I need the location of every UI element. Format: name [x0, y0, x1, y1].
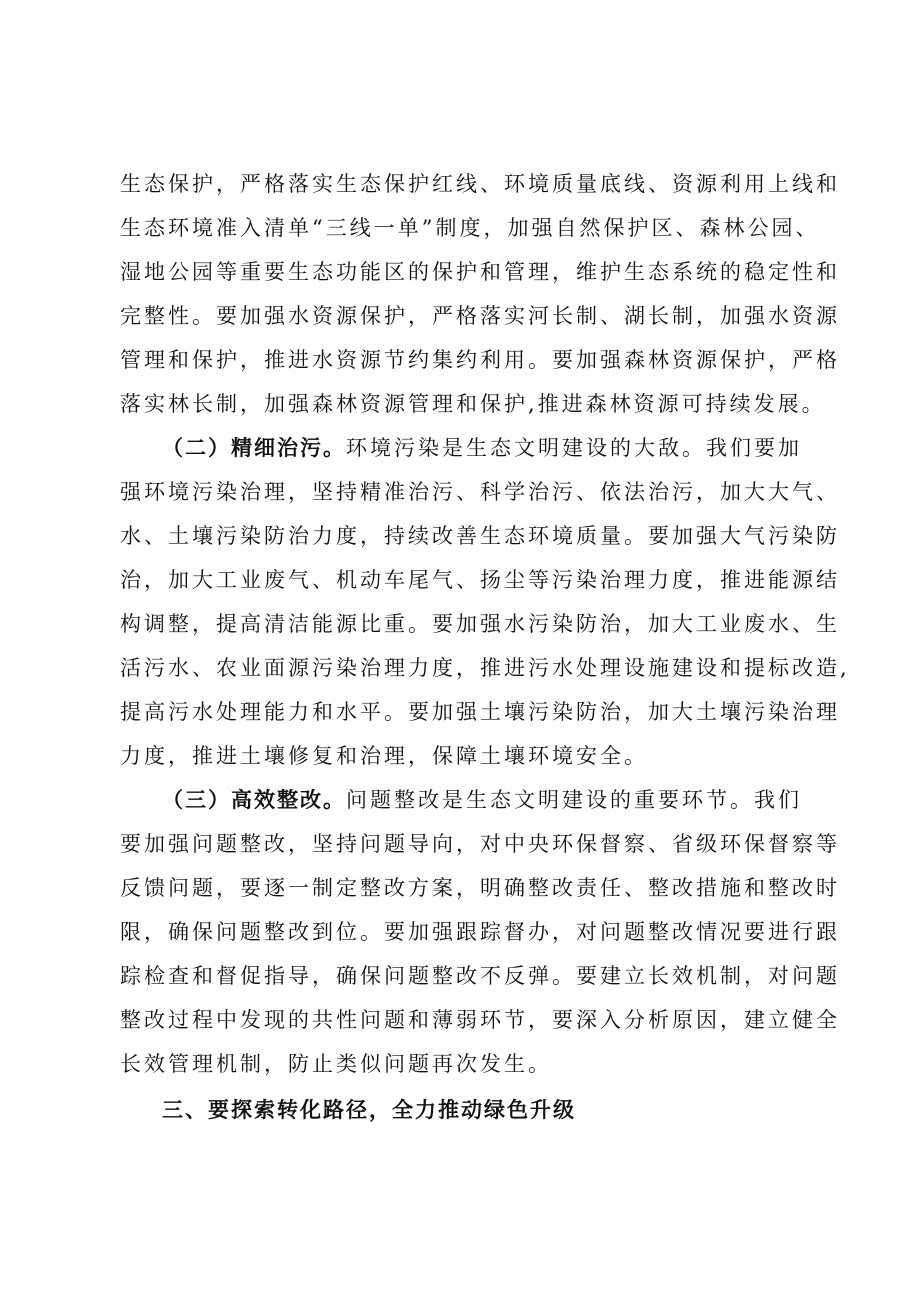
paragraph-line: 踪检查和督促指导，确保问题整改不反弹。要建立长效机制，对问题	[120, 964, 840, 988]
paragraph-line: 构调整，提高清洁能源比重。要加强水污染防治，加大工业废水、生	[120, 612, 840, 636]
paragraph-line: 管理和保护，推进水资源节约集约利用。要加强森林资源保护，严格	[120, 348, 840, 372]
paragraph-line: 落实林长制，加强森林资源管理和保护,推进森林资源可持续发展。	[120, 392, 826, 416]
paragraph-first-line	[162, 428, 820, 468]
section-heading: 三、要探索转化路径，全力推动绿色升级	[162, 1098, 576, 1122]
paragraph-line: 治，加大工业废气、机动车尾气、扬尘等污染治理力度，推进能源结	[120, 568, 840, 592]
paragraph-line: 强环境污染治理，坚持精准治污、科学治污、依法治污，加大大气、	[120, 480, 840, 504]
paragraph-text: 环境污染是生态文明建设的大敌。我们要加	[346, 436, 802, 460]
paragraph-line: 反馈问题，要逐一制定整改方案，明确整改责任、整改措施和整改时	[120, 876, 840, 900]
paragraph-line: 长效管理机制，防止类似问题再次发生。	[120, 1052, 552, 1076]
paragraph-line: 力度，推进土壤修复和治理，保障土壤环境安全。	[120, 744, 648, 768]
paragraph-line: 湿地公园等重要生态功能区的保护和管理，维护生态系统的稳定性和	[120, 260, 840, 284]
paragraph-line: 生态环境准入清单“三线一单”制度，加强自然保护区、森林公园、	[120, 216, 820, 240]
paragraph-line: 要加强问题整改，坚持问题导向，对中央环保督察、省级环保督察等	[120, 832, 840, 856]
paragraph-line: 整改过程中发现的共性问题和薄弱环节，要深入分析原因，建立健全	[120, 1008, 840, 1032]
paragraph-line: 生态保护，严格落实生态保护红线、环境质量底线、资源利用上线和	[120, 172, 840, 196]
paragraph-line: 完整性。要加强水资源保护，严格落实河长制、湖长制，加强水资源	[120, 304, 840, 328]
subsection-title: （二）精细治污。	[162, 436, 346, 460]
paragraph-text: 问题整改是生态文明建设的重要环节。我们	[346, 788, 802, 812]
paragraph-line: 活污水、农业面源污染治理力度，推进污水处理设施建设和提标改造,	[120, 656, 850, 680]
paragraph-line: 限，确保问题整改到位。要加强跟踪督办，对问题整改情况要进行跟	[120, 920, 840, 944]
subsection-title: （三）高效整改。	[162, 788, 346, 812]
paragraph-line: 水、土壤污染防治力度，持续改善生态环境质量。要加强大气污染防	[120, 524, 840, 548]
paragraph-first-line	[162, 780, 820, 820]
paragraph-line: 提高污水处理能力和水平。要加强土壤污染防治，加大土壤污染治理	[120, 700, 840, 724]
